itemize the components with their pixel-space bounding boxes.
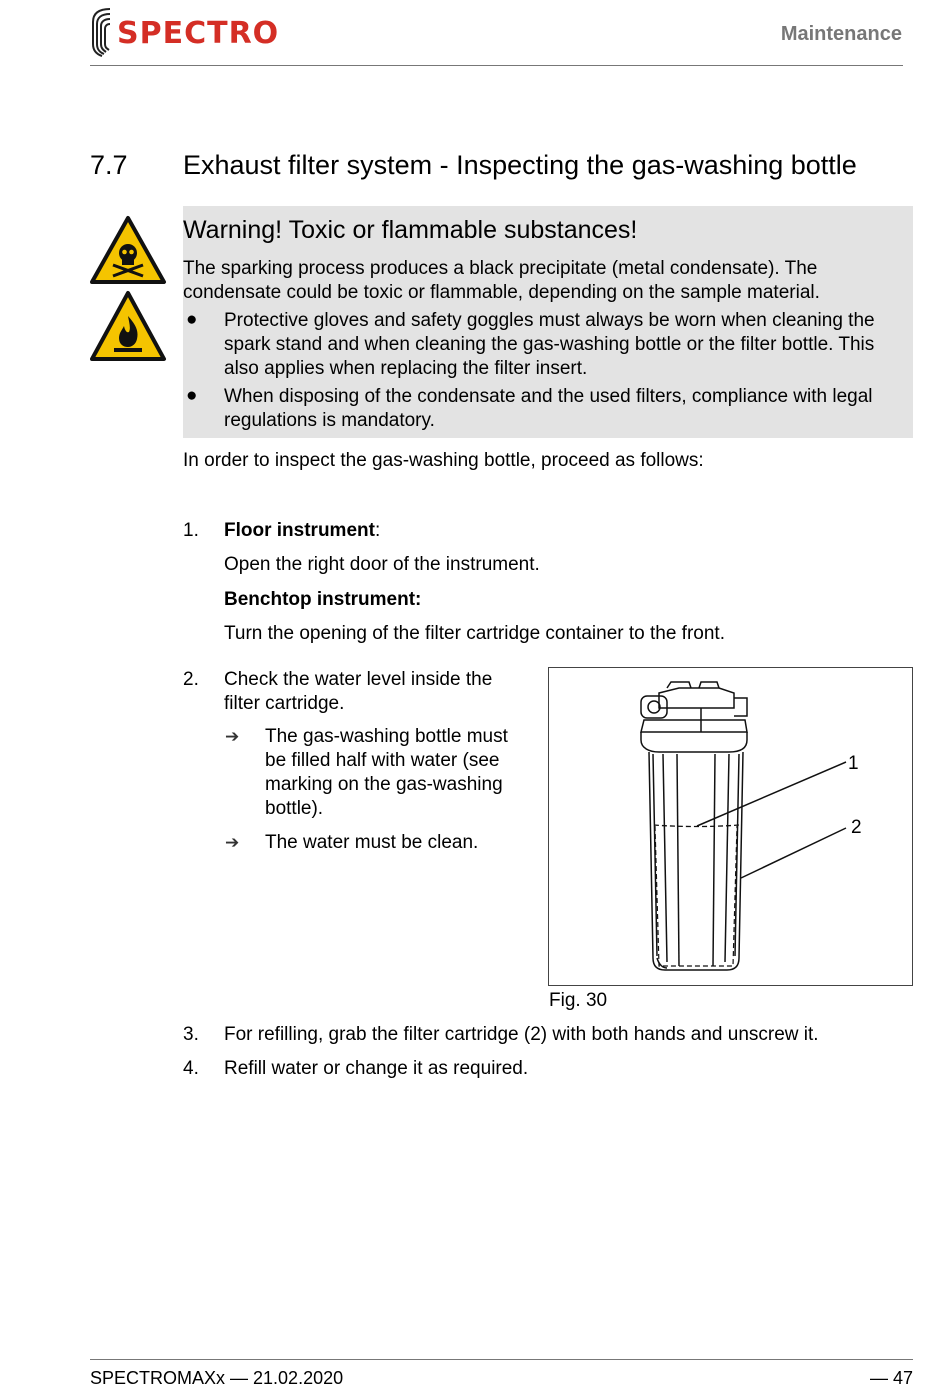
step-2-result-1-line-4: bottle). — [265, 798, 324, 819]
step-2-result-1-line-3: marking on the gas-washing — [265, 774, 503, 795]
spectro-logo-mark — [90, 6, 114, 58]
figure-caption: Fig. 30 — [549, 990, 608, 1011]
figure-frame — [548, 667, 913, 986]
warning-title: Warning! Toxic or flammable substances! — [183, 216, 638, 244]
header-divider — [90, 65, 903, 66]
footer-divider — [90, 1359, 913, 1360]
logo — [90, 6, 280, 58]
step-1-bench-text: Turn the opening of the filter cartridge container to the front. — [224, 623, 725, 644]
flammable-warning-icon — [89, 290, 167, 362]
step-2-number: 2. — [183, 669, 199, 690]
floor-instrument-label: Floor instrument — [224, 520, 375, 541]
step-3-number: 3. — [183, 1024, 199, 1045]
warning-text-line-2: condensate could be toxic or flammable, depending on the sample material. — [183, 282, 820, 303]
warning-text-line-1: The sparking process produces a black precipitate (metal condensate). The — [183, 258, 818, 279]
step-2-line-2: filter cartridge. — [224, 693, 345, 714]
warning-bullet-1-line-1: Protective gloves and safety goggles must always be worn when cleaning the — [224, 310, 875, 331]
benchtop-instrument-label: Benchtop instrument: — [224, 589, 422, 610]
section-number: 7.7 — [90, 150, 128, 180]
step-1-number: 1. — [183, 520, 199, 541]
footer-document-info: SPECTROMAXx — 21.02.2020 — [90, 1368, 344, 1388]
toxic-warning-icon — [89, 215, 167, 285]
section-label: Maintenance — [780, 23, 902, 45]
intro-text: In order to inspect the gas-washing bottle, proceed as follows: — [183, 450, 704, 471]
callout-1-label: 1 — [848, 753, 859, 774]
result-arrow-icon: ➔ — [225, 833, 240, 852]
warning-bullet-2-line-1: When disposing of the condensate and the used filters, compliance with legal — [224, 386, 873, 407]
logo-text: SPECTRO — [117, 16, 280, 51]
step-3-text: For refilling, grab the filter cartridge (2) with both hands and unscrew it. — [224, 1024, 819, 1045]
footer-page-number: — 47 — [869, 1368, 913, 1388]
step-2-result-2: The water must be clean. — [265, 832, 479, 853]
step-4-text: Refill water or change it as required. — [224, 1058, 529, 1079]
warning-bullet-2-line-2: regulations is mandatory. — [224, 410, 435, 431]
warning-bullet-1-line-3: also applies when replacing the filter insert. — [224, 358, 588, 379]
floor-instrument-colon: : — [374, 520, 381, 541]
step-2-result-1-line-2: be filled half with water (see — [265, 750, 500, 771]
result-arrow-icon: ➔ — [225, 727, 240, 746]
section-title: Exhaust filter system - Inspecting the gas-washing bottle — [183, 150, 857, 180]
step-4-number: 4. — [183, 1058, 199, 1079]
bullet-icon: ● — [186, 385, 198, 406]
bullet-icon: ● — [186, 309, 198, 330]
step-2-line-1: Check the water level inside the — [224, 669, 493, 690]
callout-2-label: 2 — [851, 817, 862, 838]
step-2-result-1-line-1: The gas-washing bottle must — [265, 726, 508, 747]
step-1-floor-text: Open the right door of the instrument. — [224, 554, 540, 575]
warning-bullet-1-line-2: spark stand and when cleaning the gas-washing bottle or the filter bottle. This — [224, 334, 875, 355]
step-1-floor-heading — [224, 519, 380, 543]
